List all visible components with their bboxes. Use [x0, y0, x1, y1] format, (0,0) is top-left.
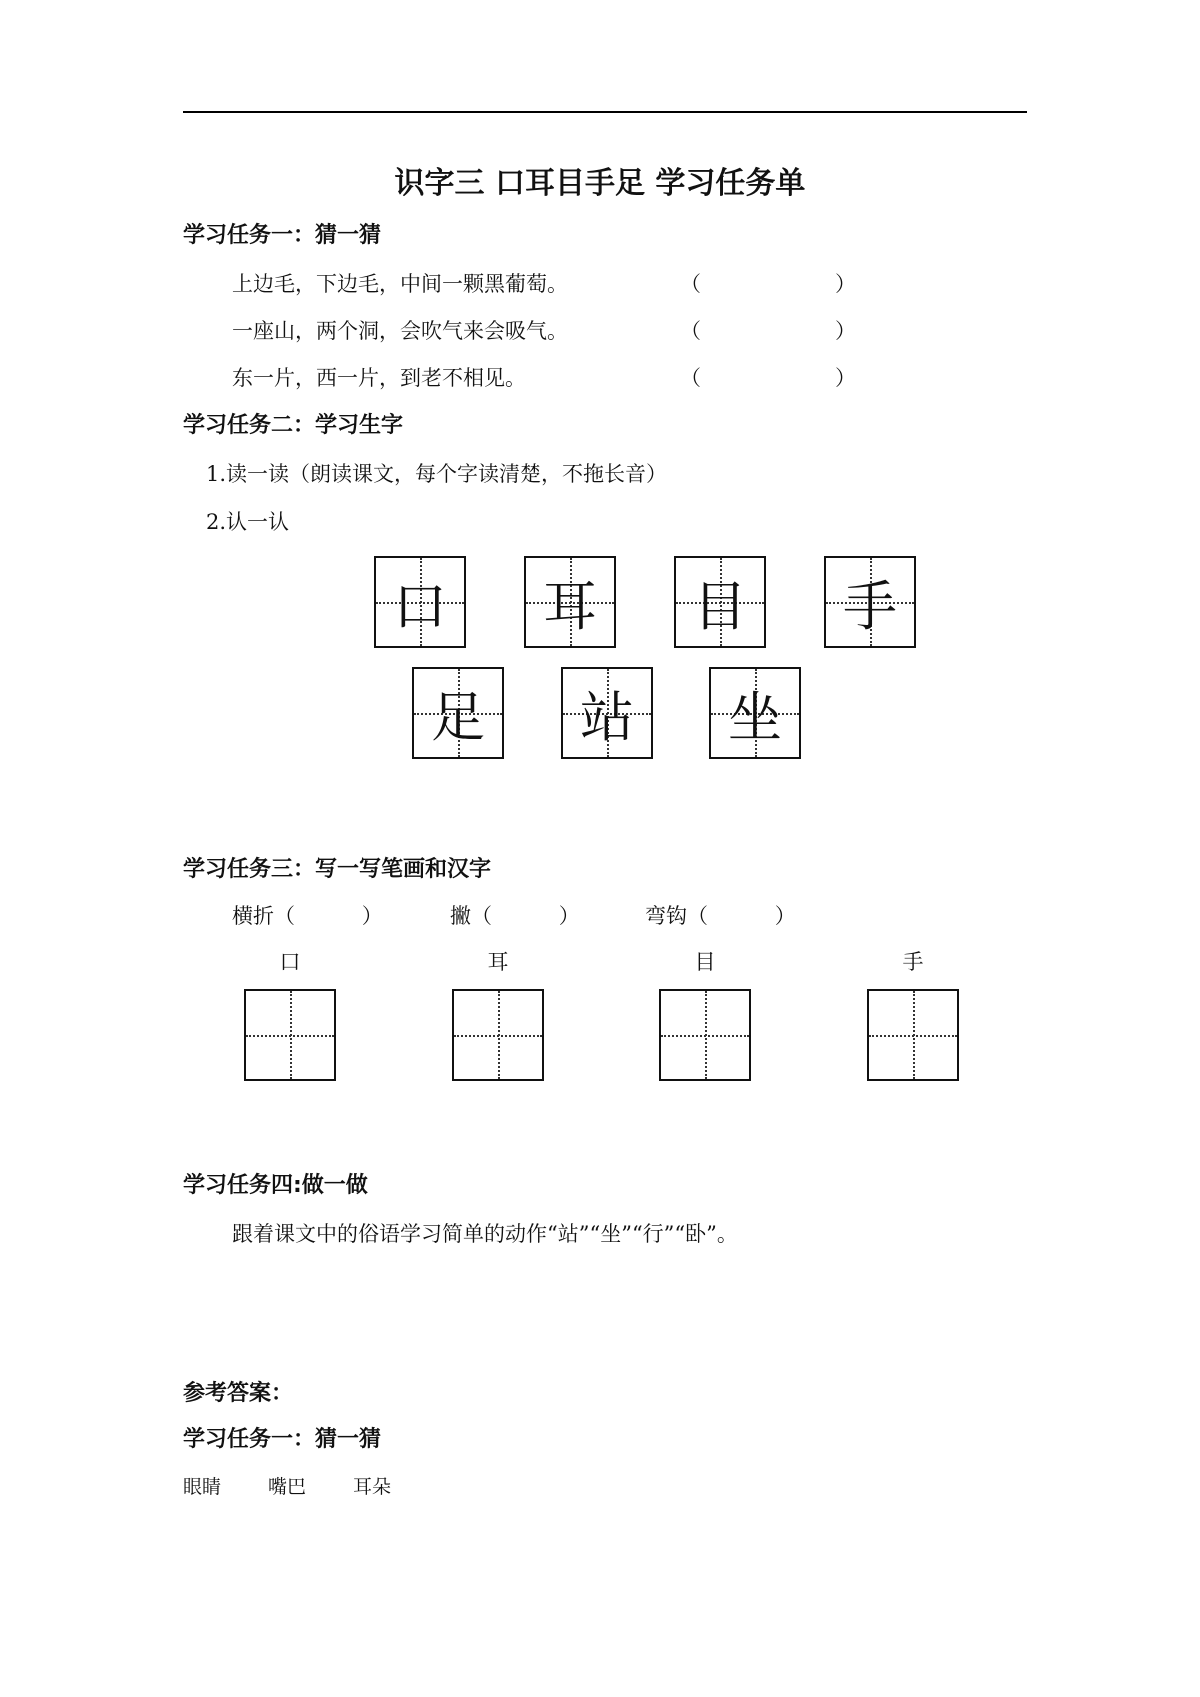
riddle-2: 一座山，两个洞，会吹气来会吸气。 [232, 319, 568, 343]
char-zhan: 站 [580, 685, 634, 749]
write-box-er[interactable] [452, 989, 544, 1081]
riddle-1: 上边毛，下边毛，中间一颗黑葡萄。 [232, 272, 568, 296]
char-box-zuo [709, 667, 801, 759]
char-box-zhan [561, 667, 653, 759]
page-title: 识字三 口耳目手足 学习任务单 [394, 166, 806, 201]
task4-text: 跟着课文中的俗语学习简单的动作“站”“坐”“行”“卧”。 [232, 1222, 738, 1246]
stroke-hengzhe: 横折（ ） [232, 904, 383, 928]
answer-1: 眼睛 [183, 1476, 222, 1498]
char-shou: 手 [843, 574, 897, 638]
task2-heading: 学习任务二：学习生字 [183, 413, 404, 438]
riddle-2-paren-close: ） [835, 319, 856, 343]
write-box-shou[interactable] [867, 989, 959, 1081]
char-box-shou [824, 556, 916, 648]
task4-heading: 学习任务四:做一做 [183, 1173, 368, 1198]
char-er: 耳 [543, 574, 597, 638]
riddle-3-paren-close: ） [835, 366, 856, 390]
riddle-2-paren-open: （ [680, 319, 701, 343]
task2-item-recognize: 2.认一认 [206, 510, 290, 534]
char-zuo: 坐 [728, 685, 782, 749]
write-box-mu[interactable] [659, 989, 751, 1081]
riddle-3: 东一片，西一片，到老不相见。 [232, 366, 526, 390]
write-label-shou: 手 [902, 950, 924, 974]
char-mu: 目 [693, 574, 747, 638]
answers-task1-heading: 学习任务一：猜一猜 [183, 1427, 382, 1452]
char-box-er [524, 556, 616, 648]
answer-2: 嘴巴 [268, 1476, 307, 1498]
char-box-kou [374, 556, 466, 648]
task1-heading: 学习任务一：猜一猜 [183, 223, 382, 248]
char-box-zu [412, 667, 504, 759]
task3-heading: 学习任务三：写一写笔画和汉字 [183, 857, 492, 882]
riddle-3-paren-open: （ [680, 366, 701, 390]
task2-item-read: 1.读一读（朗读课文，每个字读清楚，不拖长音） [206, 462, 668, 486]
answer-3: 耳朵 [353, 1476, 392, 1498]
write-label-kou: 口 [279, 950, 301, 974]
riddle-1-paren-close: ） [835, 272, 856, 296]
char-kou: 口 [393, 574, 447, 638]
write-label-mu: 目 [694, 950, 716, 974]
stroke-wangou: 弯钩（ ） [645, 904, 796, 928]
riddle-1-paren-open: （ [680, 272, 701, 296]
write-box-kou[interactable] [244, 989, 336, 1081]
stroke-pie: 撇（ ） [450, 904, 580, 928]
answers-heading: 参考答案： [183, 1381, 294, 1406]
char-box-mu [674, 556, 766, 648]
char-zu: 足 [431, 685, 485, 749]
top-rule [183, 111, 1027, 113]
write-label-er: 耳 [487, 950, 509, 974]
